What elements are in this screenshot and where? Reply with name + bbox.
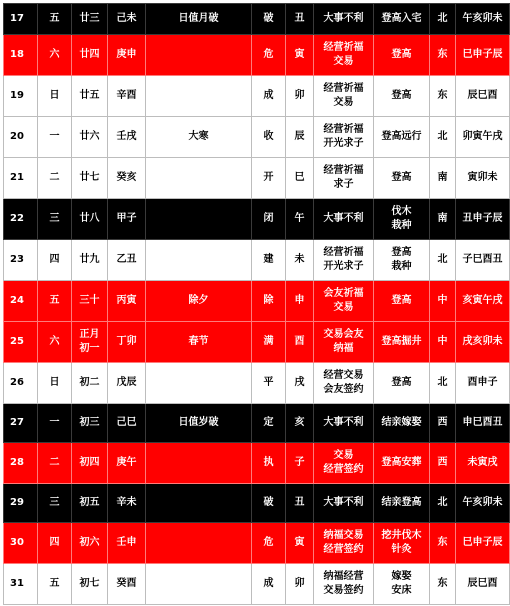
weekday: 三 xyxy=(38,199,72,240)
lunar-date: 三十 xyxy=(72,281,108,322)
harmony-branches: 戌亥卯未 xyxy=(456,322,510,363)
lunar-date: 廿五 xyxy=(72,76,108,117)
calendar-row xyxy=(4,281,510,322)
direction: 西 xyxy=(430,443,456,484)
direction: 北 xyxy=(430,117,456,158)
officer: 危 xyxy=(252,35,286,76)
festival xyxy=(146,484,252,523)
festival xyxy=(146,35,252,76)
auspicious-activities: 交易会友 纳福 xyxy=(314,322,374,363)
day-number: 25 xyxy=(4,322,38,363)
day-number: 24 xyxy=(4,281,38,322)
festival xyxy=(146,564,252,605)
officer: 破 xyxy=(252,484,286,523)
auspicious-activities: 大事不利 xyxy=(314,404,374,443)
day-number: 19 xyxy=(4,76,38,117)
direction: 南 xyxy=(430,199,456,240)
lunar-date: 廿三 xyxy=(72,4,108,35)
day-number: 31 xyxy=(4,564,38,605)
activities: 登高远行 xyxy=(374,117,430,158)
officer: 除 xyxy=(252,281,286,322)
direction: 南 xyxy=(430,158,456,199)
harmony-branches: 辰巳酉 xyxy=(456,76,510,117)
branch: 辰 xyxy=(286,117,314,158)
officer: 建 xyxy=(252,240,286,281)
calendar-row xyxy=(4,523,510,564)
branch: 未 xyxy=(286,240,314,281)
branch: 卯 xyxy=(286,564,314,605)
ganzhi: 己巳 xyxy=(108,404,146,443)
calendar-row xyxy=(4,322,510,363)
calendar-row xyxy=(4,117,510,158)
lunar-date: 正月 初一 xyxy=(72,322,108,363)
auspicious-activities: 经营交易 会友签约 xyxy=(314,363,374,404)
weekday: 六 xyxy=(38,35,72,76)
harmony-branches: 巳申子辰 xyxy=(456,35,510,76)
direction: 西 xyxy=(430,404,456,443)
weekday: 四 xyxy=(38,240,72,281)
auspicious-activities: 交易 经营签约 xyxy=(314,443,374,484)
harmony-branches: 子巳酉丑 xyxy=(456,240,510,281)
weekday: 一 xyxy=(38,404,72,443)
calendar-row xyxy=(4,484,510,523)
harmony-branches: 寅卯未 xyxy=(456,158,510,199)
festival xyxy=(146,199,252,240)
calendar-row xyxy=(4,240,510,281)
day-number: 27 xyxy=(4,404,38,443)
weekday: 五 xyxy=(38,564,72,605)
officer: 定 xyxy=(252,404,286,443)
calendar-row xyxy=(4,158,510,199)
branch: 丑 xyxy=(286,4,314,35)
harmony-branches: 午亥卯未 xyxy=(456,484,510,523)
direction: 东 xyxy=(430,523,456,564)
activities: 结亲登高 xyxy=(374,484,430,523)
festival: 大寒 xyxy=(146,117,252,158)
branch: 卯 xyxy=(286,76,314,117)
activities: 登高 xyxy=(374,158,430,199)
lunar-date: 初六 xyxy=(72,523,108,564)
activities: 登高掘井 xyxy=(374,322,430,363)
weekday: 三 xyxy=(38,484,72,523)
ganzhi: 辛酉 xyxy=(108,76,146,117)
lunar-date: 初四 xyxy=(72,443,108,484)
ganzhi: 戊辰 xyxy=(108,363,146,404)
weekday: 四 xyxy=(38,523,72,564)
day-number: 20 xyxy=(4,117,38,158)
auspicious-activities: 经营祈福 交易 xyxy=(314,35,374,76)
weekday: 五 xyxy=(38,281,72,322)
branch: 亥 xyxy=(286,404,314,443)
harmony-branches: 酉申子 xyxy=(456,363,510,404)
ganzhi: 壬戌 xyxy=(108,117,146,158)
officer: 成 xyxy=(252,76,286,117)
direction: 北 xyxy=(430,484,456,523)
day-number: 23 xyxy=(4,240,38,281)
weekday: 六 xyxy=(38,322,72,363)
branch: 寅 xyxy=(286,35,314,76)
direction: 中 xyxy=(430,281,456,322)
activities: 挖井伐木 针灸 xyxy=(374,523,430,564)
branch: 子 xyxy=(286,443,314,484)
lunar-date: 廿七 xyxy=(72,158,108,199)
officer: 平 xyxy=(252,363,286,404)
lunar-date: 廿六 xyxy=(72,117,108,158)
harmony-branches: 午亥卯未 xyxy=(456,4,510,35)
direction: 东 xyxy=(430,564,456,605)
calendar-row xyxy=(4,199,510,240)
auspicious-activities: 大事不利 xyxy=(314,484,374,523)
festival: 日值岁破 xyxy=(146,404,252,443)
festival xyxy=(146,443,252,484)
officer: 危 xyxy=(252,523,286,564)
calendar-row xyxy=(4,76,510,117)
harmony-branches: 丑申子辰 xyxy=(456,199,510,240)
branch: 午 xyxy=(286,199,314,240)
festival xyxy=(146,363,252,404)
harmony-branches: 辰巳酉 xyxy=(456,564,510,605)
officer: 收 xyxy=(252,117,286,158)
auspicious-activities: 纳福交易 经营签约 xyxy=(314,523,374,564)
officer: 闭 xyxy=(252,199,286,240)
activities: 登高 xyxy=(374,363,430,404)
ganzhi: 甲子 xyxy=(108,199,146,240)
branch: 申 xyxy=(286,281,314,322)
activities: 登高 xyxy=(374,281,430,322)
calendar-row xyxy=(4,404,510,443)
calendar-row xyxy=(4,363,510,404)
day-number: 28 xyxy=(4,443,38,484)
almanac-calendar-table xyxy=(3,3,510,605)
lunar-date: 廿四 xyxy=(72,35,108,76)
calendar-body xyxy=(4,4,510,605)
auspicious-activities: 经营祈福 交易 xyxy=(314,76,374,117)
branch: 丑 xyxy=(286,484,314,523)
ganzhi: 辛未 xyxy=(108,484,146,523)
activities: 登高安葬 xyxy=(374,443,430,484)
auspicious-activities: 大事不利 xyxy=(314,4,374,35)
auspicious-activities: 经营祈福 求子 xyxy=(314,158,374,199)
festival: 日值月破 xyxy=(146,4,252,35)
harmony-branches: 巳申子辰 xyxy=(456,523,510,564)
auspicious-activities: 纳福经营 交易签约 xyxy=(314,564,374,605)
festival: 春节 xyxy=(146,322,252,363)
day-number: 21 xyxy=(4,158,38,199)
lunar-date: 廿八 xyxy=(72,199,108,240)
ganzhi: 癸亥 xyxy=(108,158,146,199)
ganzhi: 壬申 xyxy=(108,523,146,564)
auspicious-activities: 会友祈福 交易 xyxy=(314,281,374,322)
officer: 执 xyxy=(252,443,286,484)
auspicious-activities: 经营祈福 开光求子 xyxy=(314,240,374,281)
activities: 伐木 栽种 xyxy=(374,199,430,240)
harmony-branches: 卯寅午戌 xyxy=(456,117,510,158)
day-number: 26 xyxy=(4,363,38,404)
branch: 巳 xyxy=(286,158,314,199)
lunar-date: 初三 xyxy=(72,404,108,443)
ganzhi: 乙丑 xyxy=(108,240,146,281)
festival xyxy=(146,240,252,281)
activities: 结亲嫁娶 xyxy=(374,404,430,443)
lunar-date: 初二 xyxy=(72,363,108,404)
weekday: 日 xyxy=(38,76,72,117)
auspicious-activities: 经营祈福 开光求子 xyxy=(314,117,374,158)
officer: 破 xyxy=(252,4,286,35)
calendar-row xyxy=(4,443,510,484)
harmony-branches: 亥寅午戌 xyxy=(456,281,510,322)
lunar-date: 初五 xyxy=(72,484,108,523)
auspicious-activities: 大事不利 xyxy=(314,199,374,240)
direction: 北 xyxy=(430,4,456,35)
festival xyxy=(146,158,252,199)
branch: 戌 xyxy=(286,363,314,404)
festival xyxy=(146,76,252,117)
activities: 登高入宅 xyxy=(374,4,430,35)
officer: 开 xyxy=(252,158,286,199)
ganzhi: 癸酉 xyxy=(108,564,146,605)
day-number: 30 xyxy=(4,523,38,564)
weekday: 日 xyxy=(38,363,72,404)
direction: 北 xyxy=(430,240,456,281)
ganzhi: 丙寅 xyxy=(108,281,146,322)
weekday: 二 xyxy=(38,158,72,199)
day-number: 17 xyxy=(4,4,38,35)
branch: 酉 xyxy=(286,322,314,363)
direction: 东 xyxy=(430,35,456,76)
branch: 寅 xyxy=(286,523,314,564)
calendar-row xyxy=(4,564,510,605)
festival: 除夕 xyxy=(146,281,252,322)
ganzhi: 己未 xyxy=(108,4,146,35)
calendar-row xyxy=(4,35,510,76)
lunar-date: 廿九 xyxy=(72,240,108,281)
day-number: 29 xyxy=(4,484,38,523)
activities: 登高 栽种 xyxy=(374,240,430,281)
day-number: 18 xyxy=(4,35,38,76)
harmony-branches: 未寅戌 xyxy=(456,443,510,484)
ganzhi: 庚午 xyxy=(108,443,146,484)
direction: 北 xyxy=(430,363,456,404)
weekday: 二 xyxy=(38,443,72,484)
festival xyxy=(146,523,252,564)
direction: 中 xyxy=(430,322,456,363)
activities: 登高 xyxy=(374,35,430,76)
officer: 满 xyxy=(252,322,286,363)
day-number: 22 xyxy=(4,199,38,240)
lunar-date: 初七 xyxy=(72,564,108,605)
harmony-branches: 申巳酉丑 xyxy=(456,404,510,443)
activities: 登高 xyxy=(374,76,430,117)
weekday: 一 xyxy=(38,117,72,158)
officer: 成 xyxy=(252,564,286,605)
activities: 嫁娶 安床 xyxy=(374,564,430,605)
direction: 东 xyxy=(430,76,456,117)
ganzhi: 丁卯 xyxy=(108,322,146,363)
calendar-row xyxy=(4,4,510,35)
weekday: 五 xyxy=(38,4,72,35)
ganzhi: 庚申 xyxy=(108,35,146,76)
